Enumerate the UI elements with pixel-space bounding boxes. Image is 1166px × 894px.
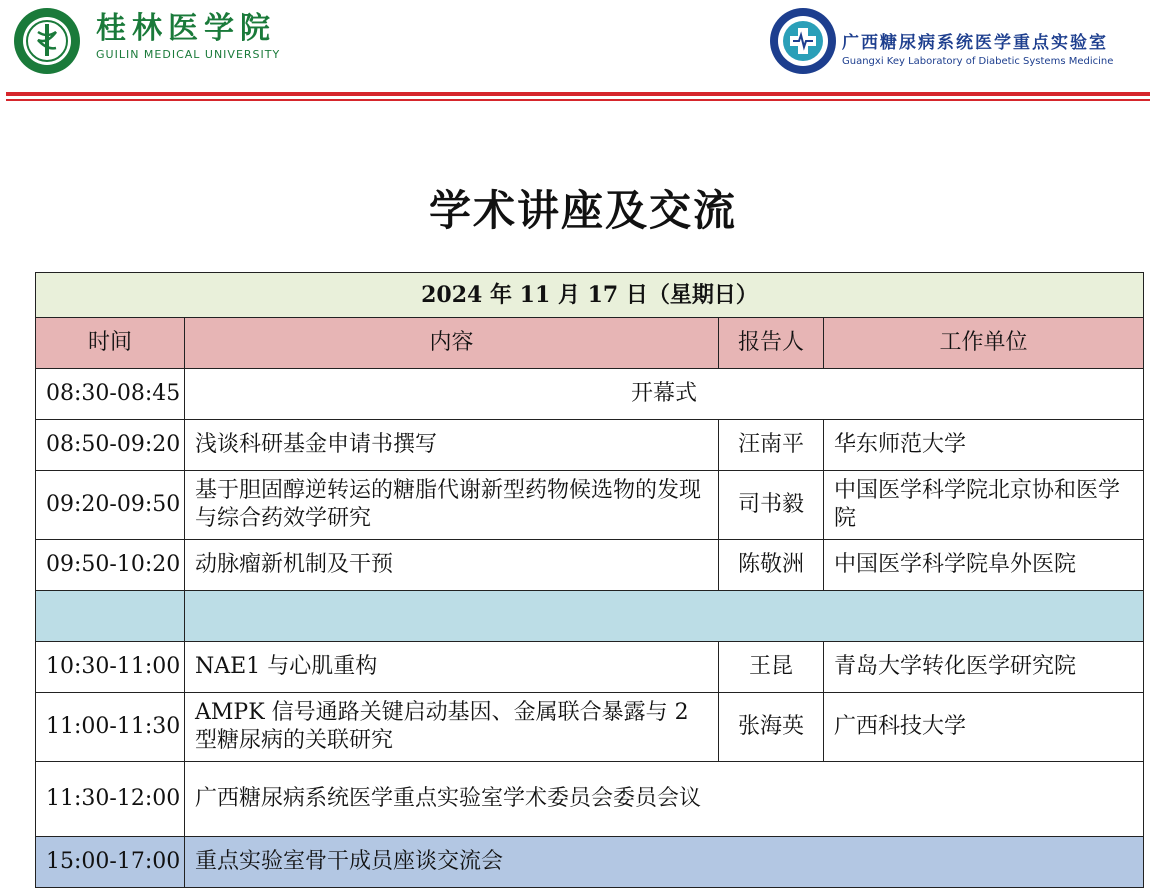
left-brand: [96, 12, 280, 61]
right-brand: [842, 28, 1113, 67]
left-org-name-en: GUILIN MEDICAL UNIVERSITY: [96, 48, 281, 61]
schedule-table: [35, 272, 1144, 888]
speaker-cell: 汪南平: [719, 420, 824, 471]
speaker-cell: 王昆: [719, 642, 824, 693]
header-row: [36, 318, 1144, 369]
table-row: [36, 837, 1144, 888]
page-title: 学术讲座及交流: [428, 186, 737, 235]
content-cell: 浅谈科研基金申请书撰写: [185, 420, 719, 471]
content-cell: 重点实验室骨干成员座谈交流会: [185, 837, 1144, 888]
left-org-name-cn: 桂林医学院: [96, 11, 276, 46]
header-divider-thin: [6, 99, 1150, 101]
time-cell: 11:30-12:00: [36, 762, 185, 837]
org-cell: 华东师范大学: [824, 420, 1144, 471]
date-cell: 2024 年 11 月 17 日（星期日）: [36, 273, 1144, 318]
speaker-cell: 张海英: [719, 693, 824, 762]
column-header-content: 内容: [185, 318, 719, 369]
org-cell: 中国医学科学院北京协和医学院: [824, 471, 1144, 540]
time-cell: [36, 591, 185, 642]
diabetes-lab-emblem-icon: [768, 6, 838, 76]
column-header-org: 工作单位: [824, 318, 1144, 369]
org-cell: 中国医学科学院阜外医院: [824, 540, 1144, 591]
right-org-name-cn: 广西糖尿病系统医学重点实验室: [842, 33, 1108, 53]
content-cell: 动脉瘤新机制及干预: [185, 540, 719, 591]
content-cell: 广西糖尿病系统医学重点实验室学术委员会委员会议: [185, 762, 1144, 837]
content-cell: [185, 591, 1144, 642]
time-cell: 09:20-09:50: [36, 471, 185, 540]
page-header: [0, 0, 1166, 92]
table-row: [36, 642, 1144, 693]
guilin-medical-university-seal-icon: [12, 6, 82, 76]
header-divider-thick: [6, 92, 1150, 96]
time-cell: 08:50-09:20: [36, 420, 185, 471]
table-row: [36, 540, 1144, 591]
date-row: [36, 273, 1144, 318]
time-cell: 10:30-11:00: [36, 642, 185, 693]
content-cell: 开幕式: [185, 369, 1144, 420]
table-row: [36, 420, 1144, 471]
table-row: [36, 762, 1144, 837]
time-cell: 09:50-10:20: [36, 540, 185, 591]
speaker-cell: 陈敬洲: [719, 540, 824, 591]
table-row: [36, 693, 1144, 762]
right-org-name-en: Guangxi Key Laboratory of Diabetic Systems Medicine: [842, 56, 1114, 67]
org-cell: 青岛大学转化医学研究院: [824, 642, 1144, 693]
time-cell: 08:30-08:45: [36, 369, 185, 420]
table-row: [36, 471, 1144, 540]
column-header-speaker: 报告人: [719, 318, 824, 369]
content-cell: NAE1 与心肌重构: [185, 642, 719, 693]
column-header-time: 时间: [36, 318, 185, 369]
table-row: [36, 369, 1144, 420]
break-row: [36, 591, 1144, 642]
content-cell: AMPK 信号通路关键启动基因、金属联合暴露与 2 型糖尿病的关联研究: [185, 693, 719, 762]
time-cell: 11:00-11:30: [36, 693, 185, 762]
time-cell: 15:00-17:00: [36, 837, 185, 888]
content-cell: 基于胆固醇逆转运的糖脂代谢新型药物候选物的发现与综合药效学研究: [185, 471, 719, 540]
org-cell: 广西科技大学: [824, 693, 1144, 762]
speaker-cell: 司书毅: [719, 471, 824, 540]
